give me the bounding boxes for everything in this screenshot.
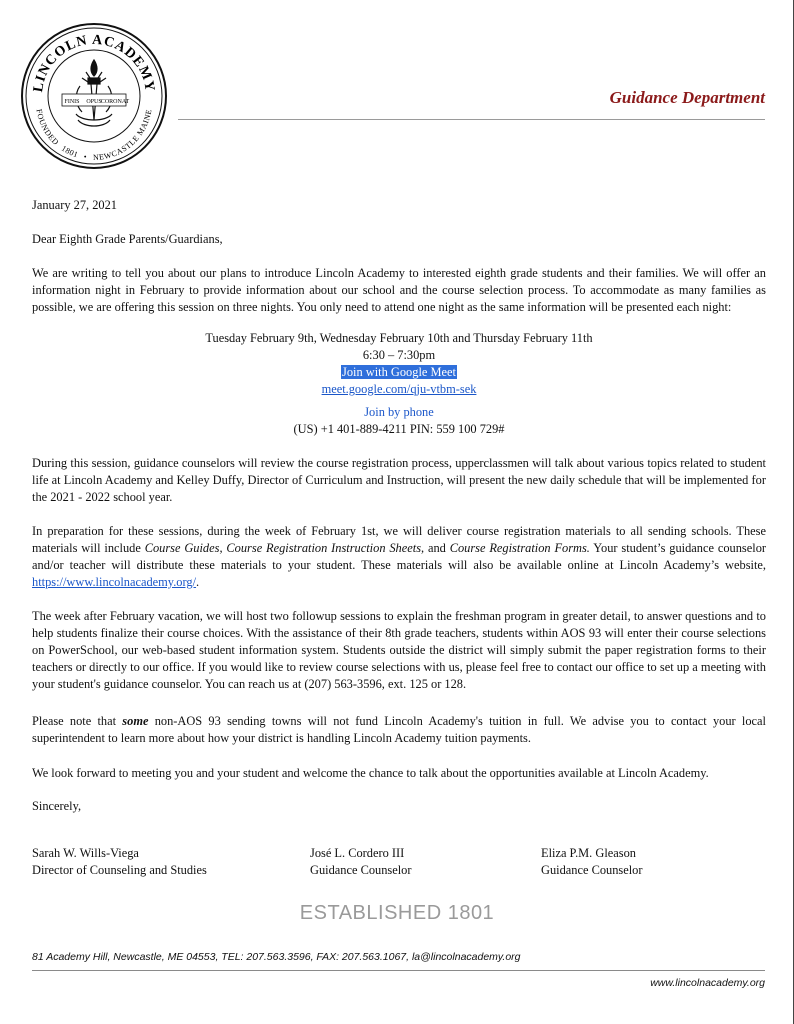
seal-banner-right: CORONAT [100, 99, 130, 105]
signature-block [310, 845, 412, 879]
established-banner: ESTABLISHED 1801 [299, 902, 495, 924]
signature-name: Sarah W. Wills-Viega [32, 846, 139, 860]
signature-title: Guidance Counselor [310, 863, 412, 877]
seal-place: NEWCASTLE MAINE [92, 108, 154, 163]
session-time: 6:30 – 7:30pm [362, 348, 436, 362]
paragraph-materials: In preparation for these sessions, during the week of February 1st, we will deliver course registration materials to all sending schools. These materials will include Course Guides, Course Registration Instruction Sheets, and Course Registration Forms. Your student’s guidance counselor and/or teacher will distribute these materials to your student. These materials will also be available online at Lincoln Academy’s website, https://www.lincolnacademy.org/. [32, 524, 767, 589]
seal-name: LINCOLN ACADEMY [31, 32, 158, 94]
signature-block [32, 845, 207, 879]
footer-website: www.lincolnacademy.org [650, 977, 765, 989]
footer-rule [32, 970, 765, 971]
signature-name: José L. Cordero III [310, 846, 405, 860]
seal-banner-mid: OPUS [86, 99, 102, 105]
paragraph-followup: The week after February vacation, we will host two followup sessions to explain the freshman program in greater detail, to answer questions and to help students finalize their course choices. With the assistance of their 8th grade teachers, students within AOS 93 will enter their course selections on PowerSchool, our web-based student information system. Students outside the district will simply submit the paper registration forms to their teachers or directly to our office. If you would like to review course selections with us, please feel free to contact our office to set up a meeting with your student's guidance counselor. You can reach us at (207) 563-3596, ext. 125 or 128. [32, 609, 766, 691]
paragraph-intro: We are writing to tell you about our plans to introduce Lincoln Academy to interested eighth grade students and their families. We will offer an information night in February to provide information about our school and the course selection process. To accommodate as many families as possible, we are offering this session on three nights. You only need to attend one night as the same information will be presented each night: [32, 266, 766, 314]
lincoln-academy-seal [20, 22, 168, 170]
letter-date: January 27, 2021 [32, 198, 117, 212]
join-by-phone-link[interactable]: Join by phone [364, 405, 434, 419]
seal-founded: FOUNDED [34, 108, 61, 148]
paragraph-tuition: Please note that some non-AOS 93 sending towns will not fund Lincoln Academy's tuition in full. We advise you to contact your local superintendent to learn more about how your district is handling Lincoln Academy tuition payments. [32, 714, 766, 745]
torch-icon [76, 60, 112, 126]
session-dates: Tuesday February 9th, Wednesday February 10th and Thursday February 11th [205, 331, 593, 345]
signature-name: Eliza P.M. Gleason [541, 846, 636, 860]
svg-text:FOUNDED 1801 •: FOUNDED 1801 • NEWCASTLE MAINE [34, 108, 154, 163]
closing: Sincerely, [32, 799, 82, 813]
department-title: Guidance Department [609, 88, 765, 107]
signature-title: Guidance Counselor [541, 863, 643, 877]
meet-url-link[interactable]: meet.google.com/qju-vtbm-sek [321, 382, 477, 396]
seal-year: 1801 [59, 143, 80, 160]
session-phone: (US) +1 401-889-4211 PIN: 559 100 729# [293, 422, 505, 436]
paragraph-closing-remark: We look forward to meeting you and your student and welcome the chance to talk about the opportunities available at Lincoln Academy. [32, 766, 709, 780]
footer-address: 81 Academy Hill, Newcastle, ME 04553, TEL: 207.563.3596, FAX: 207.563.1067, la@lincolnacademy.org [32, 951, 521, 963]
header-rule [178, 119, 765, 120]
paragraph-session: During this session, guidance counselors will review the course registration process, upperclassmen will talk about various topics related to student life at Lincoln Academy and Kelley Duffy, Director of Curriculum and Instruction, will present the new daily schedule that will be implemented for the 2021 - 2022 school year. [32, 456, 766, 504]
join-google-meet-link[interactable]: Join with Google Meet [342, 365, 456, 379]
seal-banner-left: FINIS [64, 99, 80, 105]
signature-title: Director of Counseling and Studies [32, 863, 207, 877]
salutation: Dear Eighth Grade Parents/Guardians, [32, 232, 223, 246]
website-link[interactable]: https://www.lincolnacademy.org/ [32, 575, 197, 589]
signature-block [541, 845, 643, 879]
